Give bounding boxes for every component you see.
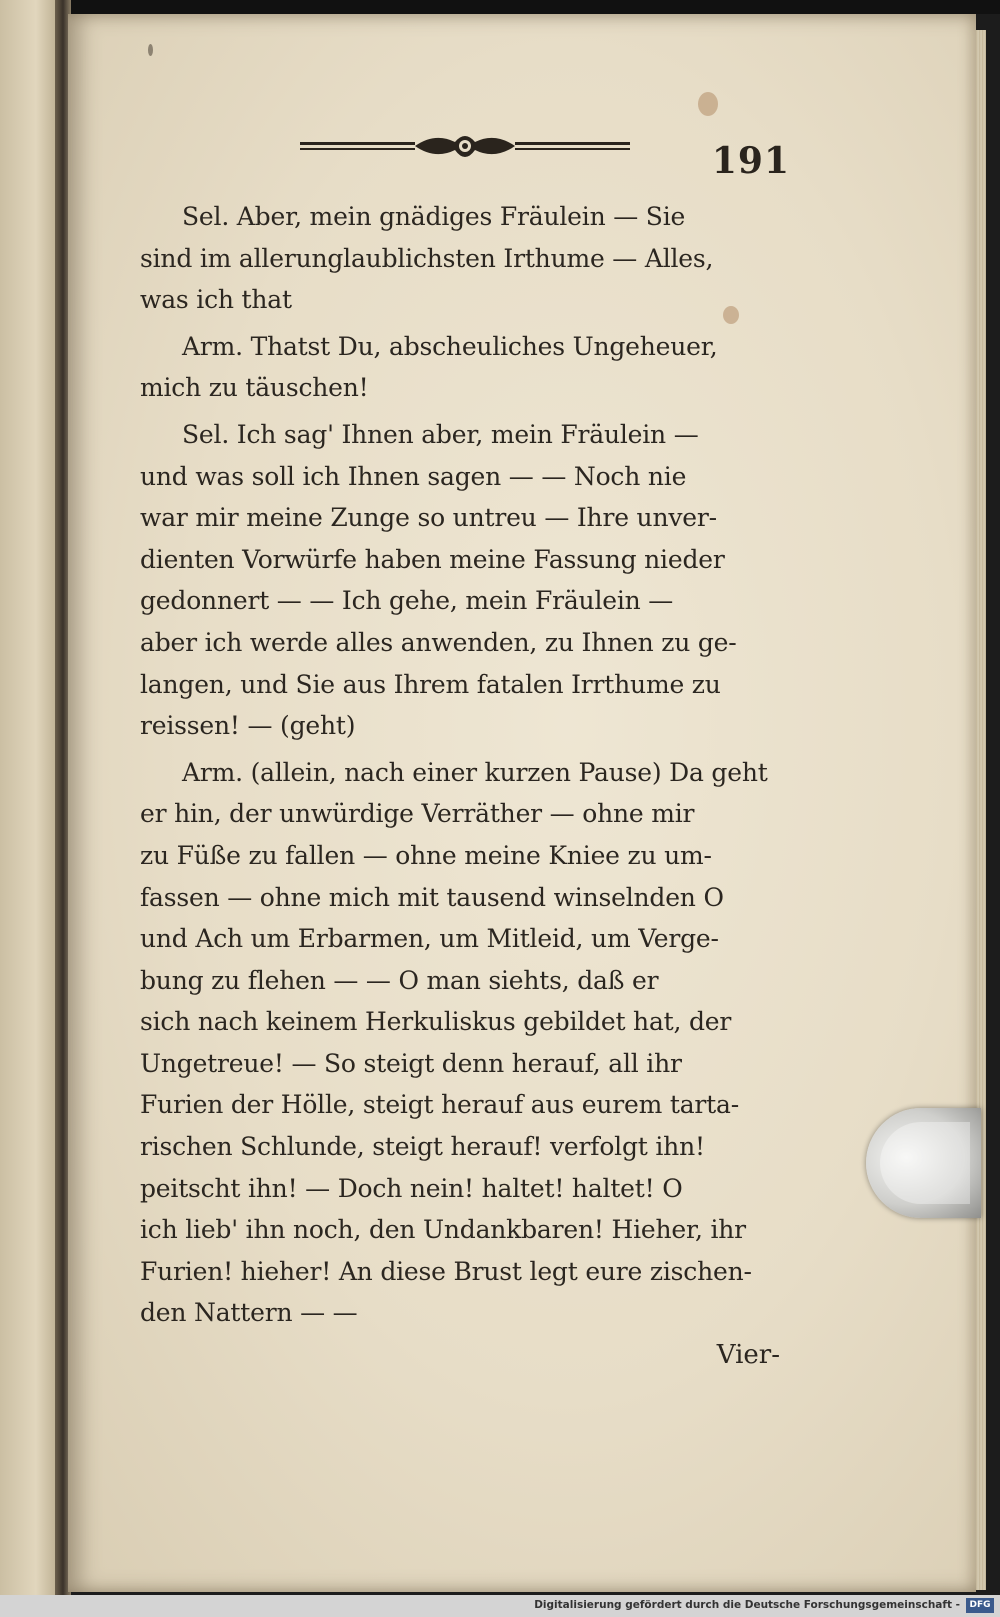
text-line: er hin, der unwürdige Verräther — ohne mir — [140, 799, 695, 829]
text-line: reissen! — (geht) — [140, 711, 356, 741]
text-line: gedonnert — — Ich gehe, mein Fräulein — — [140, 586, 674, 616]
text-line: langen, und Sie aus Ihrem fatalen Irrthume zu — [140, 669, 721, 699]
foxing-stain — [148, 44, 153, 56]
text-line: ich lieb' ihn noch, den Undankbaren! Hieher, ihr — [140, 1215, 746, 1245]
text-line: sind im allerunglaublichsten Irthume — Alles, — [140, 243, 714, 273]
text-line: Sel. Ich sag' Ihnen aber, mein Fräulein — — [182, 419, 699, 449]
text-line: sich nach keinem Herkuliskus gebildet hat, der — [140, 1007, 732, 1037]
text-line: aber ich werde alles anwenden, zu Ihnen zu ge- — [140, 627, 737, 657]
body-text — [140, 196, 780, 1334]
text-line: Arm. Thatst Du, abscheuliches Ungeheuer, — [182, 331, 718, 361]
text-line: zu Füße zu fallen — ohne meine Kniee zu um- — [140, 840, 712, 870]
page-number: 191 — [711, 140, 790, 182]
facing-page-edge — [0, 0, 60, 1595]
dfg-logo: DFG — [966, 1598, 994, 1613]
text-line: den Nattern — — — [140, 1298, 358, 1328]
digitization-credit: Digitalisierung gefördert durch die Deutsche Forschungsgemeinschaft - — [534, 1599, 960, 1611]
text-line: Furien der Hölle, steigt herauf aus eurem tarta- — [140, 1090, 739, 1120]
scan-border — [0, 0, 1000, 14]
catchword: Vier- — [716, 1340, 780, 1370]
text-line: Furien! hieher! An diese Brust legt eure zischen- — [140, 1256, 752, 1286]
text-line: Ungetreue! — So steigt denn herauf, all ihr — [140, 1048, 682, 1078]
header-ornament — [300, 128, 630, 168]
text-line: war mir meine Zunge so untreu — Ihre unver- — [140, 503, 717, 533]
text-line: dienten Vorwürfe haben meine Fassung nieder — [140, 544, 725, 574]
text-line: was ich that — [140, 285, 292, 315]
foxing-stain — [698, 92, 718, 116]
text-line: rischen Schlunde, steigt herauf! verfolgt ihn! — [140, 1132, 705, 1162]
text-line: Sel. Aber, mein gnädiges Fräulein — Sie — [182, 202, 686, 231]
text-line: bung zu flehen — — O man siehts, daß er — [140, 965, 659, 995]
text-line: mich zu täuschen! — [140, 373, 369, 403]
text-line: und was soll ich Ihnen sagen — — Noch nie — [140, 461, 687, 491]
text-line: peitscht ihn! — Doch nein! haltet! haltet! O — [140, 1173, 683, 1203]
text-line: Arm. (allein, nach einer kurzen Pause) Da geht — [182, 757, 768, 787]
text-line: und Ach um Erbarmen, um Mitleid, um Verge- — [140, 924, 719, 954]
text-line: fassen — ohne mich mit tausend winselnden O — [140, 882, 724, 912]
page-clip-highlight — [880, 1122, 970, 1204]
